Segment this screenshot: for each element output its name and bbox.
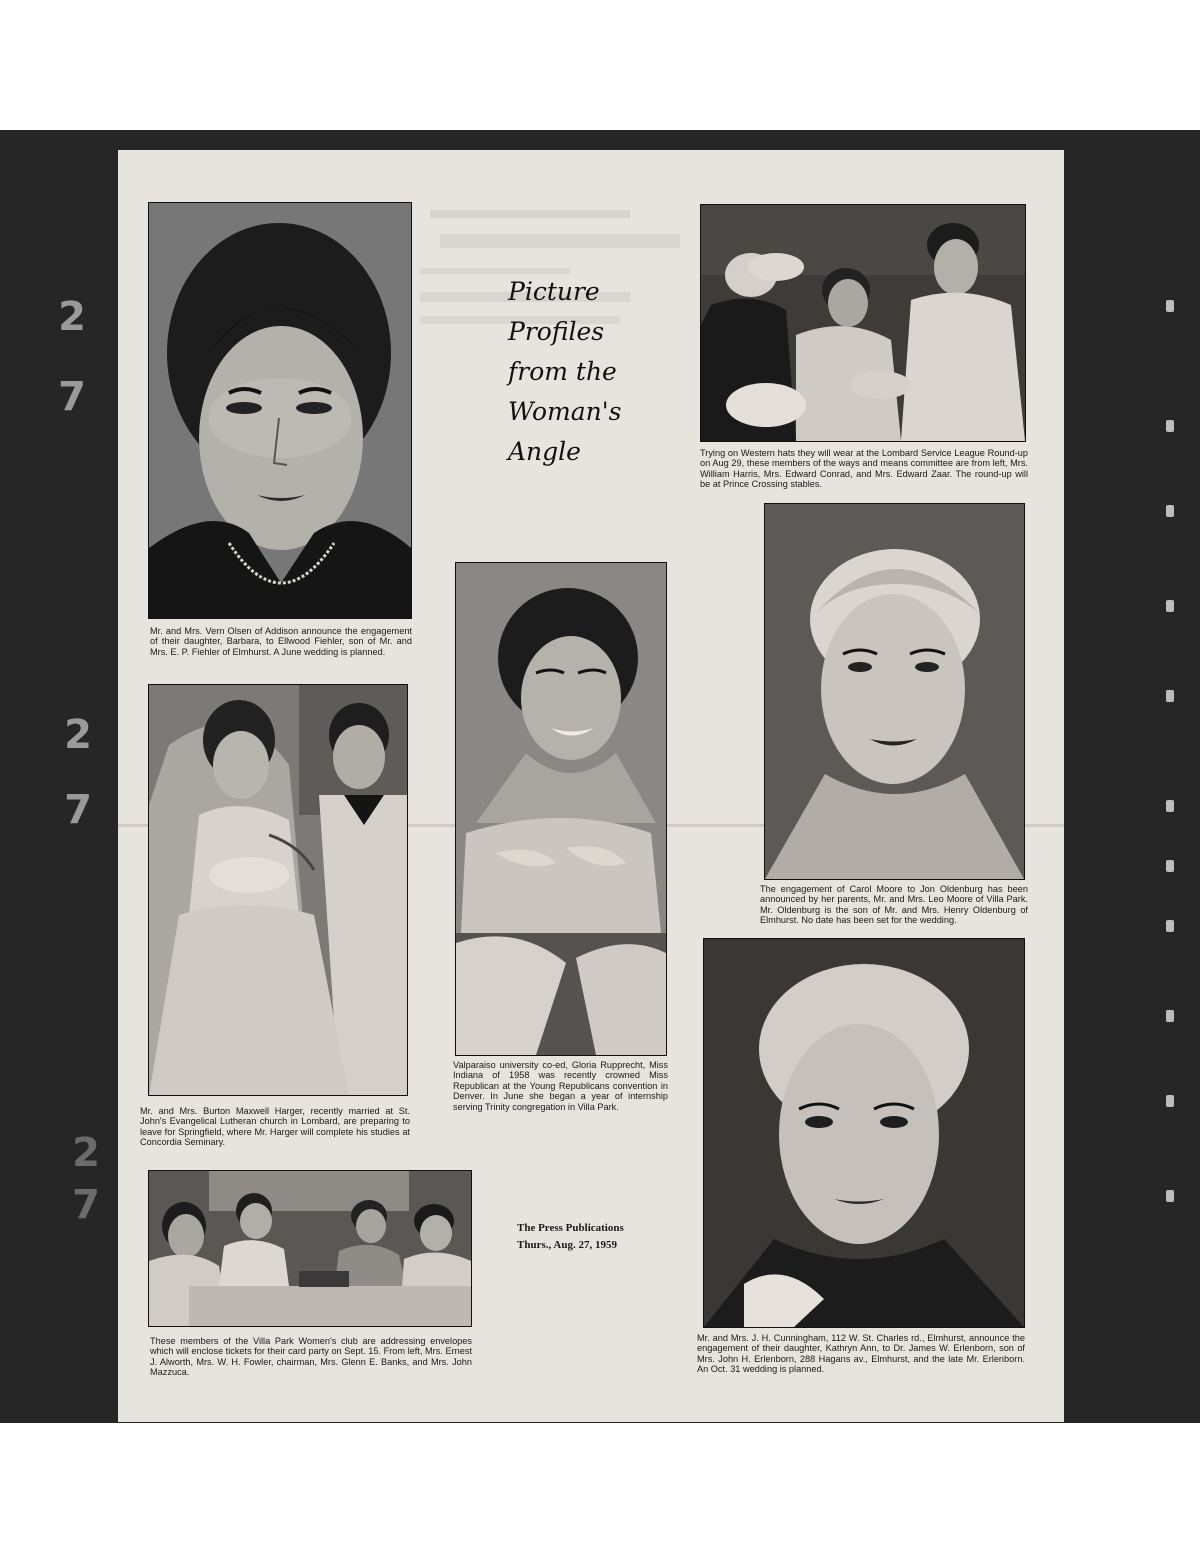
film-edge-markings bbox=[1178, 1270, 1192, 1410]
western-hats-photo bbox=[700, 204, 1026, 442]
olsen-portrait-photo bbox=[148, 202, 412, 619]
reel-number: 7 bbox=[58, 374, 86, 420]
headline-line: Angle bbox=[508, 437, 581, 466]
harger-wedding-photo bbox=[148, 684, 408, 1096]
reel-number: 2 bbox=[72, 1130, 100, 1176]
publication-name: The Press Publications bbox=[517, 1222, 624, 1234]
publication-date: Thurs., Aug. 27, 1959 bbox=[517, 1239, 617, 1251]
film-perforation bbox=[1166, 300, 1174, 312]
headline-line: Picture bbox=[508, 277, 600, 306]
cunningham-portrait-photo bbox=[703, 938, 1025, 1328]
western-hats-caption: Trying on Western hats they will wear at the Lombard Service League Round-up on Aug 29, these members of the ways and means committee are from left, Mrs. William Harris, Mrs. Edward Conrad, and Mrs. Edward Zaar. The round-up will be at Prince Crossing stables. bbox=[700, 448, 1028, 490]
reel-number: 2 bbox=[64, 712, 92, 758]
harger-caption: Mr. and Mrs. Burton Maxwell Harger, recently married at St. John's Evangelical Lutheran church in Lombard, are preparing to leave for Springfield, where Mr. Harger will complete his studies at Concordia Seminary. bbox=[140, 1106, 410, 1148]
film-perforation bbox=[1166, 420, 1174, 432]
reel-number: 7 bbox=[72, 1182, 100, 1228]
section-headline bbox=[508, 272, 622, 472]
headline-line: Profiles bbox=[508, 317, 605, 346]
film-perforation bbox=[1166, 600, 1174, 612]
film-perforation bbox=[1166, 1190, 1174, 1202]
film-perforation bbox=[1166, 920, 1174, 932]
cunningham-caption: Mr. and Mrs. J. H. Cunningham, 112 W. St. Charles rd., Elmhurst, announce the engagement of their daughter, Kathryn Ann, to Dr. James W. Erlenborn, son of Mrs. John H. Erlenborn, 288 Hagans av., Elmhurst, and the late Mr. Erlenborn. An Oct. 31 wedding is planned. bbox=[697, 1333, 1025, 1375]
film-perforation bbox=[1166, 800, 1174, 812]
reel-number: 7 bbox=[64, 787, 92, 833]
headline-line: Woman's bbox=[508, 397, 622, 426]
rupprecht-portrait-photo bbox=[455, 562, 667, 1056]
rupprecht-caption: Valparaiso university co-ed, Gloria Rupprecht, Miss Indiana of 1958 was recently crowned Miss Republican at the Young Republicans convention in Denver. In June she began a year of internship serving Trinity congregation in Villa Park. bbox=[453, 1060, 668, 1112]
film-perforation bbox=[1166, 1010, 1174, 1022]
film-perforation bbox=[1166, 1095, 1174, 1107]
film-perforation bbox=[1166, 505, 1174, 517]
villa-park-club-photo bbox=[148, 1170, 472, 1327]
villa-park-club-caption: These members of the Villa Park Women's club are addressing envelopes which will enclose tickets for their card party on Sept. 15. From left, Mrs. Ernest J. Alworth, Mrs. W. H. Fowler, chairman, Mrs. Glenn E. Banks, and Mrs. John Mazzuca. bbox=[150, 1336, 472, 1378]
reel-number: 2 bbox=[58, 294, 86, 340]
moore-caption: The engagement of Carol Moore to Jon Oldenburg has been announced by her parents, Mr. and Mrs. Leo Moore of Villa Park. Mr. Oldenburg is the son of Mr. and Mrs. Henry Oldenburg of Elmhurst. No date has been set for the wedding. bbox=[760, 884, 1028, 926]
film-perforation bbox=[1166, 690, 1174, 702]
dateline bbox=[517, 1220, 637, 1254]
olsen-caption: Mr. and Mrs. Vern Olsen of Addison announce the engagement of their daughter, Barbara, to Ellwood Fiehler, son of Mr. and Mrs. E. P. Fiehler of Elmhurst. A June wedding is planned. bbox=[150, 626, 412, 657]
film-perforation bbox=[1166, 860, 1174, 872]
headline-line: from the bbox=[508, 357, 617, 386]
moore-portrait-photo bbox=[764, 503, 1025, 880]
